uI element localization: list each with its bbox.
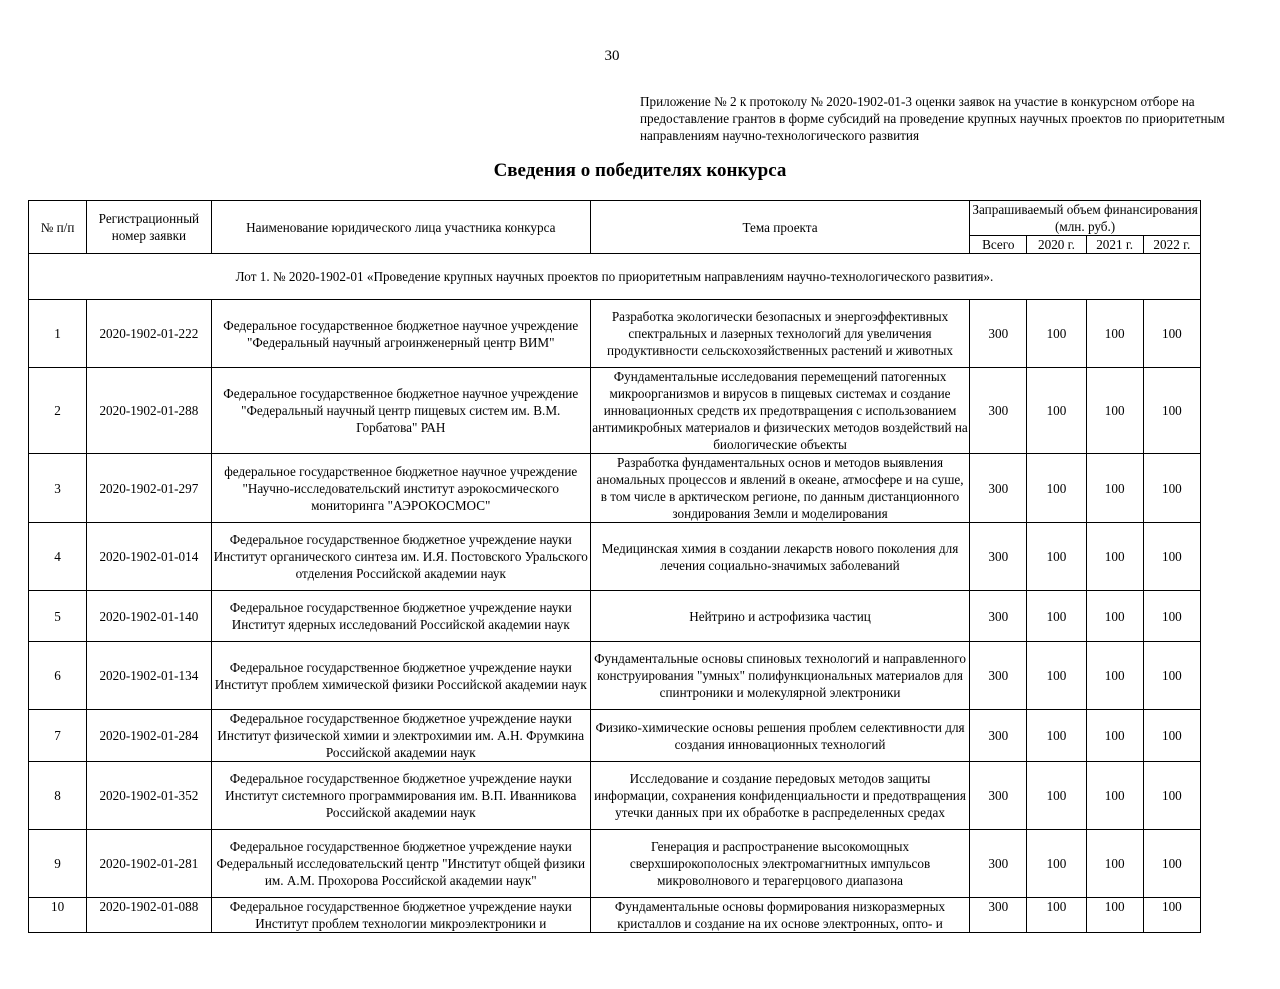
row-2021: 100 [1086, 591, 1143, 642]
row-total: 300 [970, 642, 1027, 710]
row-reg-number: 2020-1902-01-352 [87, 762, 211, 830]
table-row [29, 830, 1201, 898]
row-total: 300 [970, 710, 1027, 762]
row-2020: 100 [1027, 830, 1086, 898]
row-reg-number: 2020-1902-01-014 [87, 523, 211, 591]
row-2021: 100 [1086, 523, 1143, 591]
row-organization: Федеральное государственное бюджетное учреждение науки Институт системного программирования им. В.П. Иванникова Российской академии наук [211, 762, 590, 830]
row-total: 300 [970, 523, 1027, 591]
row-total: 300 [970, 454, 1027, 523]
row-topic: Фундаментальные основы спиновых технологий и направленного конструирования "умных" полифункциональных материалов для спинтроники и молекулярной электроники [590, 642, 969, 710]
row-total: 300 [970, 830, 1027, 898]
table-row [29, 591, 1201, 642]
row-2022: 100 [1143, 762, 1200, 830]
row-2020: 100 [1027, 300, 1086, 368]
row-2020: 100 [1027, 762, 1086, 830]
row-total: 300 [970, 300, 1027, 368]
row-2020: 100 [1027, 523, 1086, 591]
row-2022: 100 [1143, 454, 1200, 523]
table-row [29, 454, 1201, 523]
row-2022: 100 [1143, 830, 1200, 898]
row-num: 3 [29, 454, 87, 523]
row-2021: 100 [1086, 898, 1143, 933]
row-topic: Разработка фундаментальных основ и методов выявления аномальных процессов и явлений в океане, атмосфере и на суше, в том числе в арктическом регионе, по данным дистанционного зондирования Земли и моделирования [590, 454, 969, 523]
row-organization: Федеральное государственное бюджетное учреждение науки Институт ядерных исследований Российской академии наук [211, 591, 590, 642]
row-2022: 100 [1143, 368, 1200, 454]
row-2021: 100 [1086, 368, 1143, 454]
header-funding: Запрашиваемый объем финансирования (млн. руб.) [970, 201, 1201, 236]
row-num: 10 [29, 898, 87, 933]
row-2022: 100 [1143, 642, 1200, 710]
row-reg-number: 2020-1902-01-088 [87, 898, 211, 933]
header-num: № п/п [29, 201, 87, 254]
row-total: 300 [970, 762, 1027, 830]
table-row [29, 300, 1201, 368]
row-total: 300 [970, 898, 1027, 933]
row-reg-number: 2020-1902-01-288 [87, 368, 211, 454]
row-reg-number: 2020-1902-01-284 [87, 710, 211, 762]
table-row [29, 898, 1201, 933]
row-organization: федеральное государственное бюджетное научное учреждение "Научно-исследовательский институт аэрокосмического мониторинга "АЭРОКОСМОС" [211, 454, 590, 523]
row-reg-number: 2020-1902-01-134 [87, 642, 211, 710]
row-reg-number: 2020-1902-01-281 [87, 830, 211, 898]
row-organization: Федеральное государственное бюджетное учреждение науки Институт органического синтеза им. И.Я. Постовского Уральского отделения Российской академии наук [211, 523, 590, 591]
row-topic: Исследование и создание передовых методов защиты информации, сохранения конфиденциальности и предотвращения утечки данных при их обработке в распределенных средах [590, 762, 969, 830]
row-topic: Генерация и распространение высокомощных сверхширокополосных электромагнитных импульсов микроволнового и терагерцового диапазона [590, 830, 969, 898]
row-organization: Федеральное государственное бюджетное учреждение науки Институт проблем химической физики Российской академии наук [211, 642, 590, 710]
row-num: 8 [29, 762, 87, 830]
row-organization: Федеральное государственное бюджетное учреждение науки Федеральный исследовательский центр "Институт общей физики им. А.М. Прохорова Российской академии наук" [211, 830, 590, 898]
lot-title: Лот 1. № 2020-1902-01 «Проведение крупных научных проектов по приоритетным направлениям научно-технологического развития». [29, 254, 1201, 300]
row-topic: Медицинская химия в создании лекарств нового поколения для лечения социально-значимых заболеваний [590, 523, 969, 591]
row-2020: 100 [1027, 710, 1086, 762]
row-num: 6 [29, 642, 87, 710]
table-row [29, 710, 1201, 762]
row-2021: 100 [1086, 830, 1143, 898]
row-2020: 100 [1027, 368, 1086, 454]
table-row [29, 642, 1201, 710]
page-number: 30 [604, 48, 620, 64]
table-row [29, 368, 1201, 454]
row-2020: 100 [1027, 454, 1086, 523]
row-reg-number: 2020-1902-01-140 [87, 591, 211, 642]
row-2022: 100 [1143, 523, 1200, 591]
row-num: 2 [29, 368, 87, 454]
table-row [29, 523, 1201, 591]
header-organization: Наименование юридического лица участника конкурса [211, 201, 590, 254]
row-2021: 100 [1086, 762, 1143, 830]
row-2022: 100 [1143, 898, 1200, 933]
row-2021: 100 [1086, 454, 1143, 523]
header-2021: 2021 г. [1086, 236, 1143, 254]
table-row [29, 762, 1201, 830]
row-2021: 100 [1086, 300, 1143, 368]
winners-table [28, 200, 1201, 933]
row-2022: 100 [1143, 300, 1200, 368]
row-2021: 100 [1086, 642, 1143, 710]
row-num: 9 [29, 830, 87, 898]
header-total: Всего [970, 236, 1027, 254]
row-topic: Физико-химические основы решения проблем селективности для создания инновационных технологий [590, 710, 969, 762]
row-organization: Федеральное государственное бюджетное учреждение науки Институт физической химии и электрохимии им. А.Н. Фрумкина Российской академии наук [211, 710, 590, 762]
row-organization: Федеральное государственное бюджетное научное учреждение "Федеральный научный центр пищевых систем им. В.М. Горбатова" РАН [211, 368, 590, 454]
row-2022: 100 [1143, 710, 1200, 762]
document-title: Сведения о победителях конкурса [493, 160, 787, 181]
header-2022: 2022 г. [1143, 236, 1200, 254]
row-organization: Федеральное государственное бюджетное учреждение науки Институт проблем технологии микроэлектроники и [211, 898, 590, 933]
row-2020: 100 [1027, 591, 1086, 642]
row-reg-number: 2020-1902-01-222 [87, 300, 211, 368]
row-reg-number: 2020-1902-01-297 [87, 454, 211, 523]
header-reg-number: Регистрационный номер заявки [87, 201, 211, 254]
row-2020: 100 [1027, 898, 1086, 933]
appendix-note: Приложение № 2 к протоколу № 2020-1902-01-3 оценки заявок на участие в конкурсном отборе на предоставление грантов в форме субсидий на проведение крупных научных проектов по приоритетным направлениям научно-технологического развития [640, 94, 1225, 143]
row-2021: 100 [1086, 710, 1143, 762]
row-topic: Нейтрино и астрофизика частиц [590, 591, 969, 642]
row-total: 300 [970, 368, 1027, 454]
header-2020: 2020 г. [1027, 236, 1086, 254]
row-num: 1 [29, 300, 87, 368]
header-topic: Тема проекта [590, 201, 969, 254]
row-num: 5 [29, 591, 87, 642]
row-topic: Фундаментальные исследования перемещений патогенных микроорганизмов и вирусов в пищевых системах и создание инновационных средств их предотвращения с использованием антимикробных материалов и физических методов воздействий на биологические объекты [592, 369, 968, 452]
row-2020: 100 [1027, 642, 1086, 710]
row-topic: Фундаментальные основы формирования низкоразмерных кристаллов и создание на их основе электронных, опто- и [590, 898, 969, 933]
row-2022: 100 [1143, 591, 1200, 642]
row-num: 7 [29, 710, 87, 762]
row-organization: Федеральное государственное бюджетное научное учреждение "Федеральный научный агроинженерный центр ВИМ" [211, 300, 590, 368]
row-total: 300 [970, 591, 1027, 642]
row-topic: Разработка экологически безопасных и энергоэффективных спектральных и лазерных технологий для увеличения продуктивности сельскохозяйственных растений и животных [590, 300, 969, 368]
row-num: 4 [29, 523, 87, 591]
